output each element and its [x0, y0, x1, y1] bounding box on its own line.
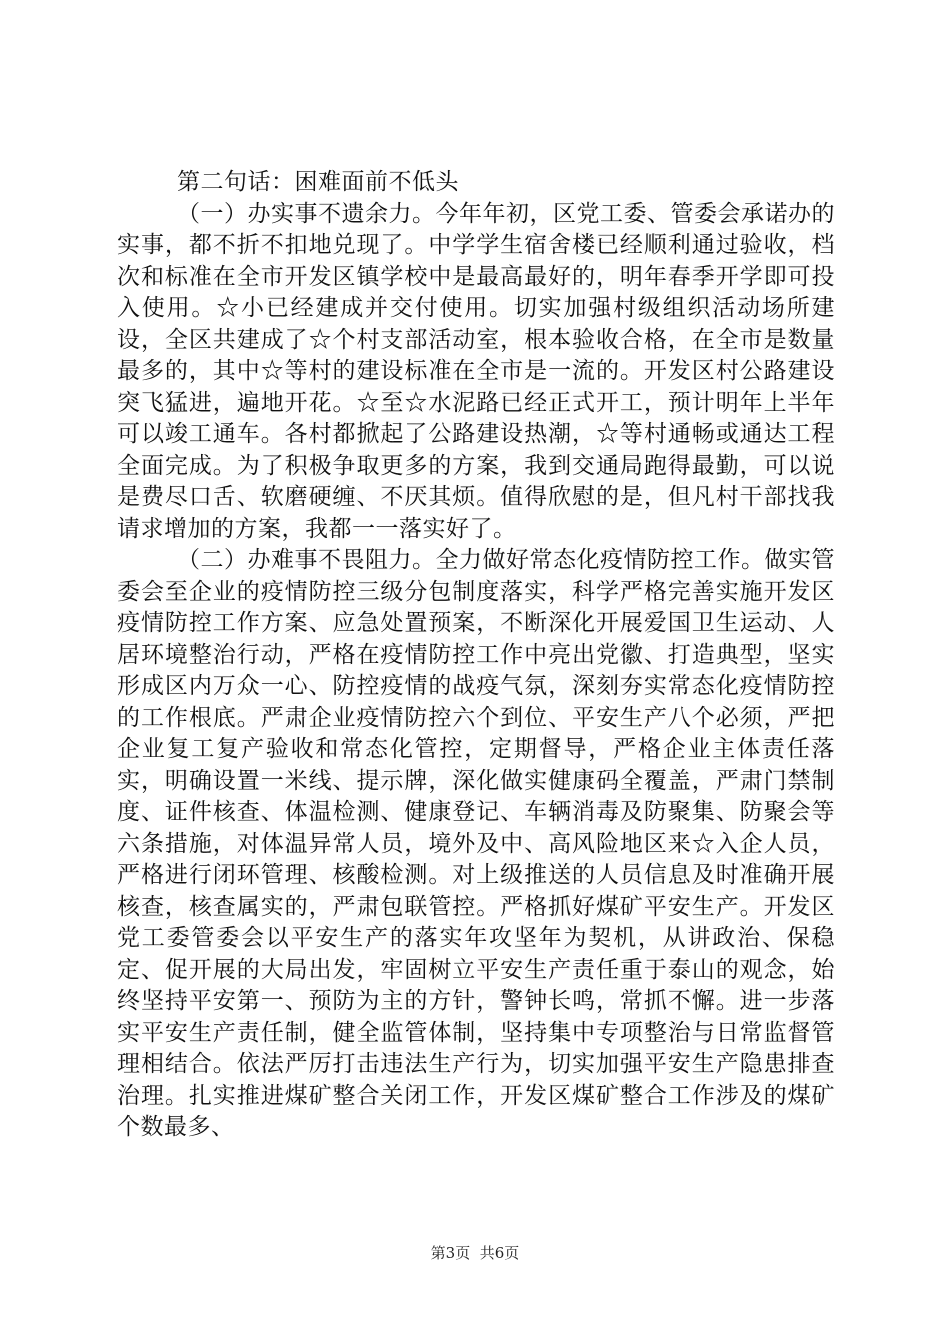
- footer-spacer: [470, 1244, 480, 1262]
- document-body: [117, 167, 835, 1144]
- paragraph-1: （一）办实事不遗余力。今年年初，区党工委、管委会承诺办的实事，都不折不扣地兑现了。中学学生宿舍楼已经顺利通过验收，档次和标准在全市开发区镇学校中是最高最好的，明年春季开学即可投入使用。☆小已经建成并交付使用。切实加强村级组织活动场所建设，全区共建成了☆个村支部活动室，根本验收合格，在全市是数量最多的，其中☆等村的建设标准在全市是一流的。开发区村公路建设突飞猛进，遍地开花。☆至☆水泥路已经正式开工，预计明年上半年可以竣工通车。各村都掀起了公路建设热潮，☆等村通畅或通达工程全面完成。为了积极争取更多的方案，我到交通局跑得最勤，可以说是费尽口舌、软磨硬缠、不厌其烦。值得欣慰的是，但凡村干部找我请求增加的方案，我都一一落实好了。: [117, 200, 835, 542]
- page-total: 共6页: [479, 1244, 520, 1262]
- paragraph-2: （二）办难事不畏阻力。全力做好常态化疫情防控工作。做实管委会至企业的疫情防控三级分包制度落实，科学严格完善实施开发区疫情防控工作方案、应急处置预案，不断深化开展爱国卫生运动、人居环境整治行动，严格在疫情防控工作中亮出党徽、打造典型，坚实形成区内万众一心、防控疫情的战疫气氛，深刻夯实常态化疫情防控的工作根底。严肃企业疫情防控六个到位、平安生产八个必须，严把企业复工复产验收和常态化管控，定期督导，严格企业主体责任落实，明确设置一米线、提示牌，深化做实健康码全覆盖，严肃门禁制度、证件核查、体温检测、健康登记、车辆消毒及防聚集、防聚会等六条措施，对体温异常人员，境外及中、高风险地区来☆入企人员，严格进行闭环管理、核酸检测。对上级推送的人员信息及时准确开展核查，核查属实的，严肃包联管控。严格抓好煤矿平安生产。开发区党工委管委会以平安生产的落实年攻坚年为契机，从讲政治、保稳定、促开展的大局出发，牢固树立平安生产责任重于泰山的观念，始终坚持平安第一、预防为主的方针，警钟长鸣，常抓不懈。进一步落实平安生产责任制，健全监管体制，坚持集中专项整治与日常监督管理相结合。依法严厉打击违法生产行为，切实加强平安生产隐患排查治理。扎实推进煤矿整合关闭工作，开发区煤矿整合工作涉及的煤矿个数最多、: [117, 547, 835, 1140]
- section-heading: 第二句话：困难面前不低头: [177, 169, 459, 195]
- page-number: 第3页: [430, 1244, 471, 1262]
- page-footer: [0, 1242, 950, 1263]
